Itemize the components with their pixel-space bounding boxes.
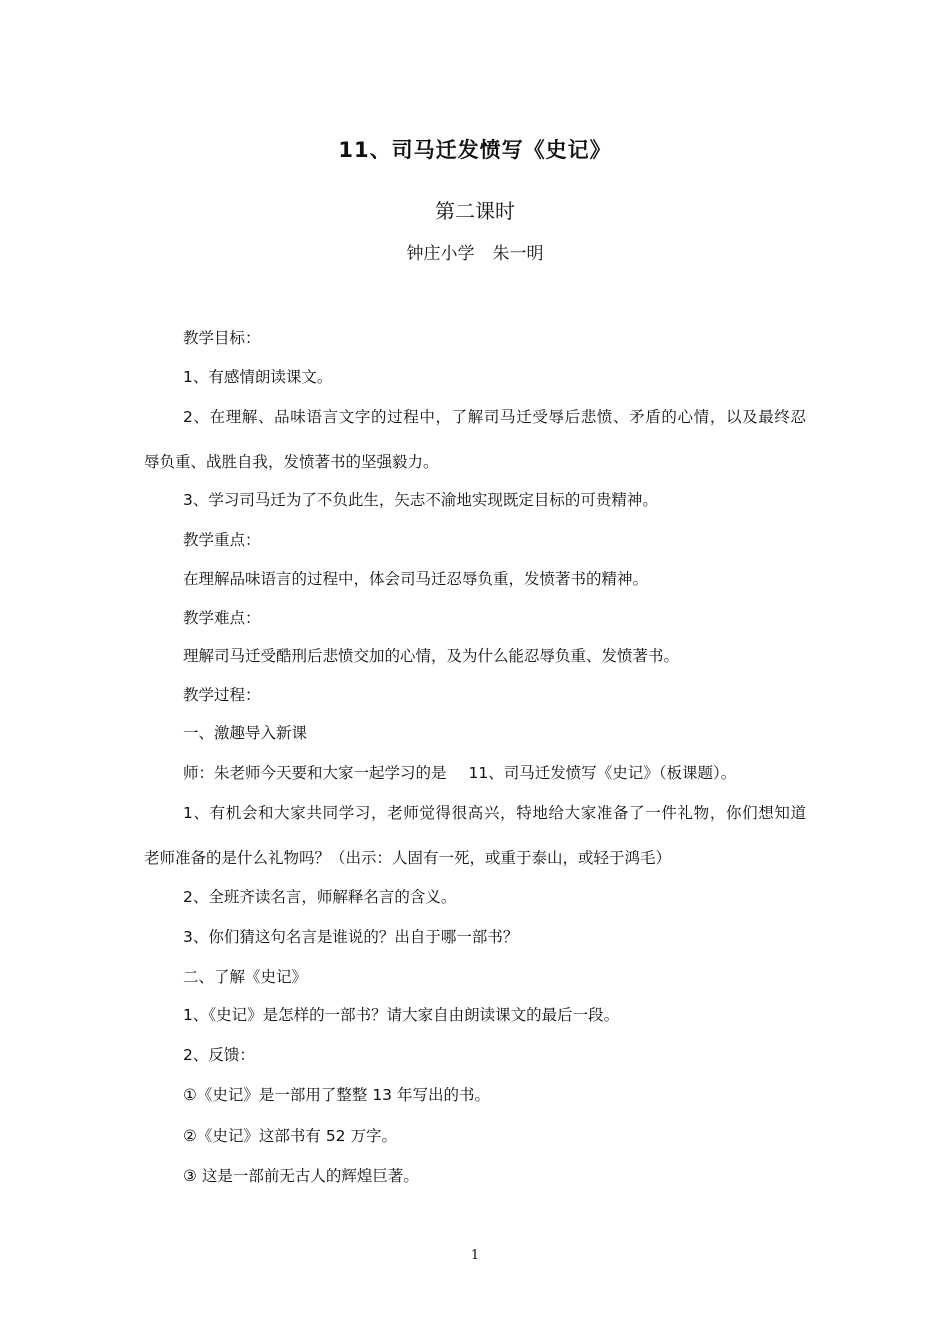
teacher-intro xyxy=(183,763,736,783)
section-2-heading: 二、了解《史记》 xyxy=(183,968,308,986)
goal-1: 1、有感情朗读课文。 xyxy=(183,368,333,386)
key-point-heading: 教学重点： xyxy=(183,531,261,549)
author-name: 朱一明 xyxy=(492,244,544,264)
document-title: 11、司马迁发愤写《史记》 xyxy=(338,138,612,162)
section-1-heading: 一、激趣导入新课 xyxy=(183,724,308,742)
step-1-line-1: 1、有机会和大家共同学习，老师觉得很高兴，特地给大家准备了一件礼物，你们想知道 xyxy=(183,804,806,822)
step-3: 3、你们猜这句名言是谁说的？出自于哪一部书？ xyxy=(183,928,519,946)
feedback-3: ③ 这是一部前无古人的辉煌巨著。 xyxy=(183,1167,419,1185)
difficulty-heading: 教学难点： xyxy=(183,609,261,627)
goal-3: 3、学习司马迁为了不负此生，矢志不渝地实现既定目标的可贵精神。 xyxy=(183,491,658,509)
lesson-period: 第二课时 xyxy=(435,199,515,223)
page-number: 1 xyxy=(470,1248,480,1263)
goal-2-line-2: 辱负重、战胜自我，发愤著书的坚强毅力。 xyxy=(144,453,439,471)
feedback-2: ②《史记》这部书有 52 万字。 xyxy=(183,1127,397,1145)
process-heading: 教学过程： xyxy=(183,686,261,704)
section-2-step-2: 2、反馈： xyxy=(183,1046,255,1064)
step-1-line-2: 老师准备的是什么礼物吗？（出示：人固有一死，或重于泰山，或轻于鸿毛） xyxy=(144,849,672,867)
author-school: 钟庄小学 xyxy=(406,244,475,264)
goal-2-line-1: 2、在理解、品味语言文字的过程中，了解司马迁受辱后悲愤、矛盾的心情，以及最终忍 xyxy=(183,408,806,426)
key-point-text: 在理解品味语言的过程中，体会司马迁忍辱负重，发愤著书的精神。 xyxy=(183,570,649,588)
step-2: 2、全班齐读名言，师解释名言的含义。 xyxy=(183,888,457,906)
author-line xyxy=(0,239,950,264)
section-2-step-1: 1、《史记》是怎样的一部书？请大家自由朗读课文的最后一段。 xyxy=(183,1006,620,1024)
teacher-intro-b: 11、司马迁发愤写《史记》（板课题）。 xyxy=(468,764,737,782)
difficulty-text: 理解司马迁受酷刑后悲愤交加的心情，及为什么能忍辱负重、发愤著书。 xyxy=(183,647,680,665)
goals-heading: 教学目标： xyxy=(183,329,261,347)
feedback-1: ①《史记》是一部用了整整 13 年写出的书。 xyxy=(183,1086,490,1104)
teacher-intro-a: 师：朱老师今天要和大家一起学习的是 xyxy=(183,764,447,782)
